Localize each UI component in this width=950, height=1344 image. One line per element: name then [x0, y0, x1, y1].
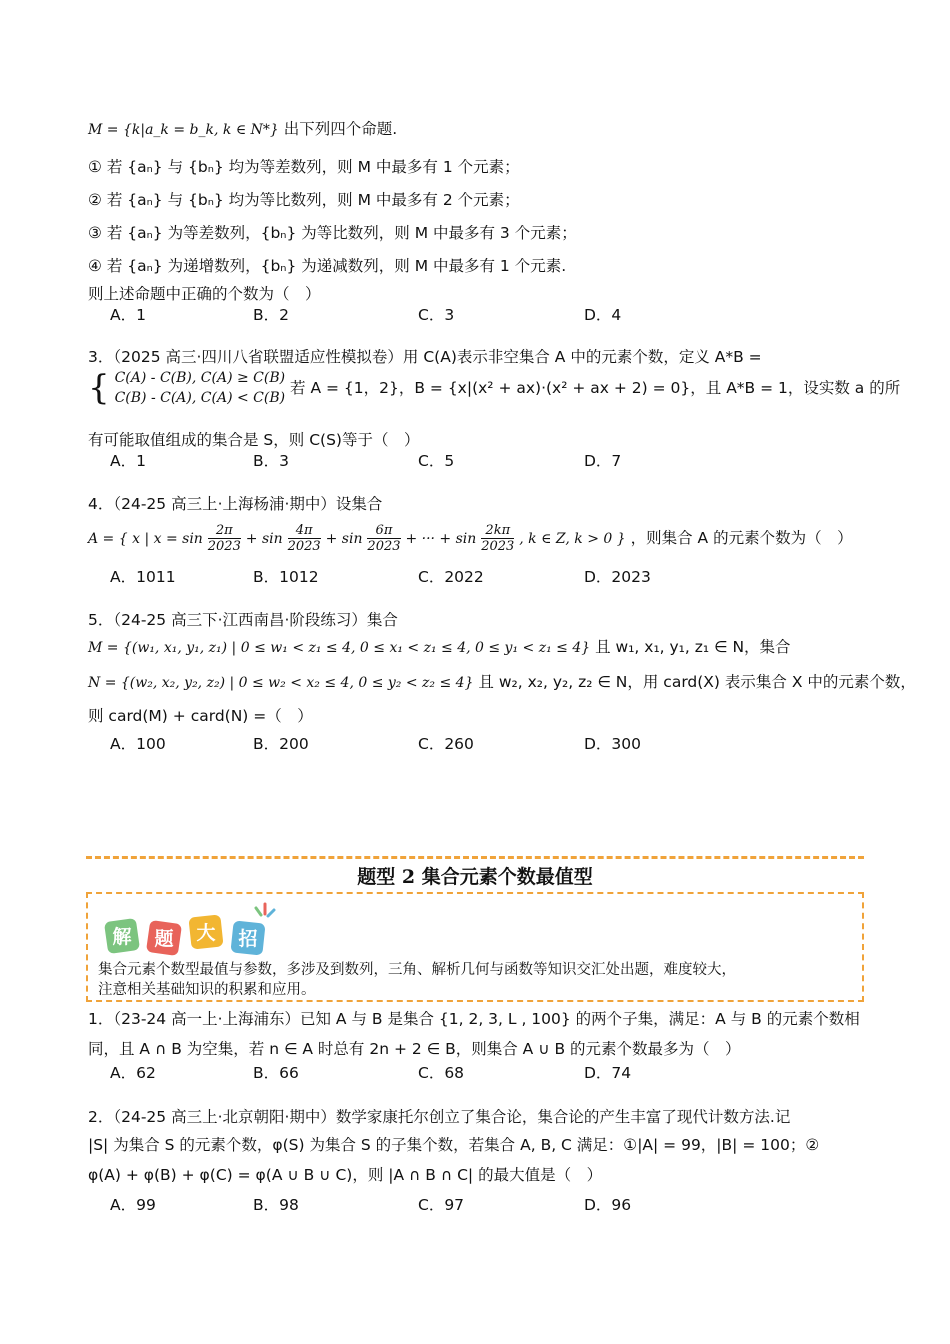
option-a: A．100	[110, 735, 166, 753]
q4-set: A = { x | x = sin $\frac{2\pi}{2023}$ + sin $\frac{4\pi}{2023}$ + sin $\frac{6\pi}{2023}$ + ··· + sin $\frac{2k\pi}{2023}$ , k ∈ Z, k > 0 } ，则集合 A 的元素个数为（ ）	[88, 523, 853, 554]
q3-tail: 若 A = {1，2}，B = {x|(x² + ax)·(x² + ax + 2) = 0}，且 A*B = 1，设实数 a 的所	[290, 379, 901, 397]
option-d: D．7	[584, 452, 622, 470]
p2-line3: φ(A) + φ(B) + φ(C) = φ(A ∪ B ∪ C)，则 |A ∩ B ∩ C| 的最大值是（ ）	[88, 1166, 603, 1184]
option-d: D．4	[584, 306, 622, 324]
p2-options	[110, 1194, 870, 1216]
p1-line2: 同，且 A ∩ B 为空集，若 n ∈ A 时总有 2n + 2 ∈ B，则集合 A ∪ B 的元素个数最多为（ ）	[88, 1040, 741, 1058]
set-m-definition: M = {k|a_k = b_k, k ∈ N*}	[88, 122, 279, 138]
q5-n-line: N = {(w₂, x₂, y₂, z₂) | 0 ≤ w₂ < x₂ ≤ 4, 0 ≤ y₂ < z₂ ≤ 4} 且 w₂, x₂, y₂, z₂ ∈ N，用 card(X) 表示集合 X 中的元素个数，	[88, 673, 916, 691]
option-c: C．5	[418, 452, 455, 470]
q5-head: 5．（24-25 高三下·江西南昌·阶段练习）集合	[88, 611, 398, 629]
option-d: D．2023	[584, 568, 651, 586]
option-b: B．3	[253, 452, 289, 470]
option-a: A．1011	[110, 568, 176, 586]
svg-text:解: 解	[112, 926, 132, 948]
p1-options	[110, 1062, 870, 1084]
option-a: A．62	[110, 1064, 156, 1082]
sparkle-icon	[256, 904, 274, 916]
option-c: C．68	[418, 1064, 465, 1082]
option-b: B．1012	[253, 568, 319, 586]
q3-piecewise	[88, 368, 900, 408]
badge-tile-4	[230, 920, 265, 955]
option-c: C．3	[418, 306, 455, 324]
q5-m-line: M = {(w₁, x₁, y₁, z₁) | 0 ≤ w₁ < z₁ ≤ 4, 0 ≤ x₁ < z₁ ≤ 4, 0 ≤ y₁ < z₁ ≤ 4} 且 w₁, x₁, y₁, z₁ ∈ N，集合	[88, 638, 791, 656]
set-definition-tail: 出下列四个命题.	[283, 120, 398, 138]
lead-options	[110, 304, 870, 326]
section-title: 题型 2 集合元素个数最值型	[357, 866, 593, 888]
p2-line2: |S| 为集合 S 的元素个数，φ(S) 为集合 S 的子集个数，若集合 A, B, C 满足：①|A| = 99，|B| = 100；②	[88, 1136, 820, 1154]
option-a: A．1	[110, 306, 146, 324]
badge-tile-1	[104, 918, 140, 954]
proposition-3: ③ 若 {aₙ} 为等差数列，{bₙ} 为等比数列，则 M 中最多有 3 个元素；	[88, 224, 577, 242]
q4-head: 4．（24-25 高三上·上海杨浦·期中）设集合	[88, 495, 383, 513]
option-c: C．260	[418, 735, 474, 753]
p2-line1: 2．（24-25 高三上·北京朝阳·期中）数学家康托尔创立了集合论，集合论的产生丰富了现代计数方法.记	[88, 1108, 791, 1126]
option-d: D．74	[584, 1064, 632, 1082]
svg-text:题: 题	[154, 928, 174, 950]
piecewise-case-1: C(A) - C(B), C(A) ≥ C(B)	[114, 370, 286, 386]
piecewise-brace: {	[88, 368, 110, 408]
proposition-1: ① 若 {aₙ} 与 {bₙ} 均为等差数列，则 M 中最多有 1 个元素；	[88, 158, 520, 176]
q3-line3: 有可能取值组成的集合是 S，则 C(S)等于（ ）	[88, 431, 420, 449]
option-c: C．97	[418, 1196, 465, 1214]
option-b: B．200	[253, 735, 309, 753]
badge-tile-3	[188, 914, 223, 949]
set-n: N = {(w₂, x₂, y₂, z₂) | 0 ≤ w₂ < x₂ ≤ 4, 0 ≤ y₂ < z₂ ≤ 4}	[88, 675, 474, 691]
set-definition-line	[88, 118, 397, 141]
q3-options	[110, 450, 870, 472]
q3-head: 3．（2025 高三·四川八省联盟适应性模拟卷）用 C(A)表示非空集合 A 中的元素个数，定义 A*B =	[88, 348, 762, 366]
q4-options	[110, 566, 870, 588]
badge-tile-2	[146, 920, 182, 956]
option-b: B．98	[253, 1196, 299, 1214]
q4-question: ，则集合 A 的元素个数为（ ）	[630, 529, 853, 547]
option-a: A．99	[110, 1196, 156, 1214]
section-divider	[86, 856, 864, 859]
svg-text:大: 大	[196, 922, 216, 944]
proposition-2: ② 若 {aₙ} 与 {bₙ} 均为等比数列，则 M 中最多有 2 个元素；	[88, 191, 520, 209]
p1-line1: 1．（23-24 高一上·上海浦东）已知 A 与 B 是集合 {1, 2, 3, L , 100} 的两个子集，满足：A 与 B 的元素个数相	[88, 1010, 860, 1028]
option-b: B．2	[253, 306, 289, 324]
set-m: M = {(w₁, x₁, y₁, z₁) | 0 ≤ w₁ < z₁ ≤ 4, 0 ≤ x₁ < z₁ ≤ 4, 0 ≤ y₁ < z₁ ≤ 4}	[88, 640, 591, 656]
svg-text:招: 招	[238, 928, 258, 950]
piecewise-case-2: C(B) - C(A), C(A) < C(B)	[114, 390, 286, 406]
tip-text: 集合元素个数型最值与参数，多涉及到数列，三角、解析几何与函数等知识交汇处出题，难度较大， 注意相关基础知识的积累和应用。	[98, 962, 736, 998]
q5-question: 则 card(M) + card(N) =（ ）	[88, 707, 313, 725]
proposition-4: ④ 若 {aₙ} 为递增数列，{bₙ} 为递减数列，则 M 中最多有 1 个元素.	[88, 257, 567, 275]
tip-badge-icon	[100, 900, 280, 958]
option-b: B．66	[253, 1064, 299, 1082]
option-a: A．1	[110, 452, 146, 470]
option-c: C．2022	[418, 568, 484, 586]
tip-box	[86, 892, 864, 1002]
option-d: D．300	[584, 735, 642, 753]
q5-options	[110, 733, 870, 755]
lead-question: 则上述命题中正确的个数为（ ）	[88, 285, 321, 303]
option-d: D．96	[584, 1196, 632, 1214]
